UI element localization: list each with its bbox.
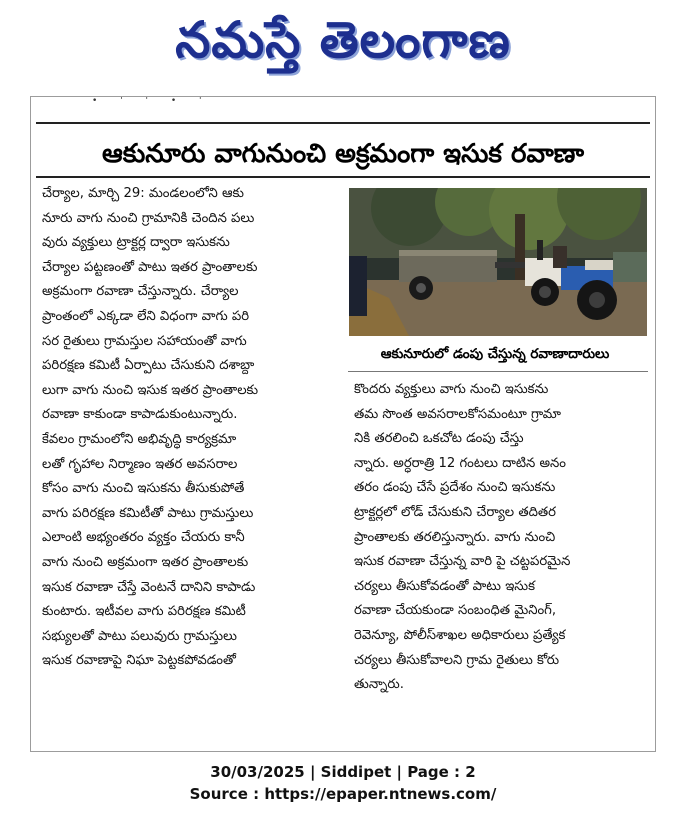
article-photo xyxy=(349,188,647,336)
headline-bottom-rule xyxy=(36,176,650,178)
cropped-text-fragment: • ' ' • ' xyxy=(92,97,212,105)
tractor-photo-illustration xyxy=(349,188,647,336)
headline-top-rule xyxy=(36,122,650,124)
photo-caption: ఆకునూరులో డంపు చేస్తున్న రవాణాదారులు xyxy=(380,346,610,362)
newspaper-masthead: నమస్తే తెలంగాణ xyxy=(175,11,511,69)
publication-info: 30/03/2025 | Siddipet | Page : 2 xyxy=(210,763,476,781)
source-line: Source : https://epaper.ntnews.com/ xyxy=(189,785,497,803)
article-headline: ఆకునూరు వాగునుంచి అక్రమంగా ఇసుక రవాణా xyxy=(101,139,584,169)
article-body-left-column: చేర్యాల, మార్చి 29: మండలంలోని ఆకు నూరు వాగు నుంచి గ్రామానికి చెందిన పలు వురు వ్యక్తులు ట్రాక్టర్ల ద్వారా ఇసుకను చేర్యాల పట్టణంతో పాటు ఇతర ప్రాంతాలకు అక్రమంగా రవాణా చేస్తున్నారు. చేర్యాల ప్రాంతంలో ఎక్కడా లేని విధంగా వాగు పరి సర రైతులు గ్రామస్తుల సహాయంతో వాగు పరిరక్షణ కమిటీ ఏర్పాటు చేసుకుని దశాబ్దా లుగా వాగు నుంచి ఇసుక ఇతర ప్రాంతాలకు రవాణా కాకుండా కాపాడుకుంటున్నారు. కేవలం గ్రామంలోని అభివృద్ధి కార్యక్రమా లతో గృహాల నిర్మాణం ఇతర అవసరాల కోసం వాగు నుంచి ఇసుకను తీసుకుపోతే వాగు పరిరక్షణ కమిటీతో పాటు గ్రామస్తులు ఎలాంటి అభ్యంతరం వ్యక్తం చేయరు కానీ వాగు నుంచి అక్రమంగా ఇతర ప్రాంతాలకు ఇసుక రవాణా చేస్తే వెంటనే దానిని కాపాడు కుంటారు. ఇటీవల వాగు పరిరక్షణ కమిటీ సభ్యులతో పాటు పలువురు గ్రామస్తులు ఇసుక రవాణాపై నిఘా పెట్టకపోవడంతో xyxy=(42,186,259,669)
article-body-right-column: కొందరు వ్యక్తులు వాగు నుంచి ఇసుకను తమ సొంత అవసరాలకోసమంటూ గ్రామా నికి తరలించి ఒకచోట డంపు చేస్తు న్నారు. అర్ధరాత్రి 12 గంటలు దాటిన అనం తరం డంపు చేసే ప్రదేశం నుంచి ఇసుకను ట్రాక్టర్లలో లోడ్ చేసుకుని చేర్యాల తదితర ప్రాంతాలకు తరలిస్తున్నారు. వాగు నుంచి ఇసుక రవాణా చేస్తున్న వారి పై చట్టపరమైన చర్యలు తీసుకోవడంతో పాటు ఇసుక రవాణా చేయకుండా సంబంధిత మైనింగ్, రెవెన్యూ, పోలీస్‌శాఖల అధికారులు ప్రత్యేక చర్యలు తీసుకోవాలని గ్రామ రైతులు కోరు తున్నారు. xyxy=(354,382,571,693)
caption-divider xyxy=(348,371,648,372)
